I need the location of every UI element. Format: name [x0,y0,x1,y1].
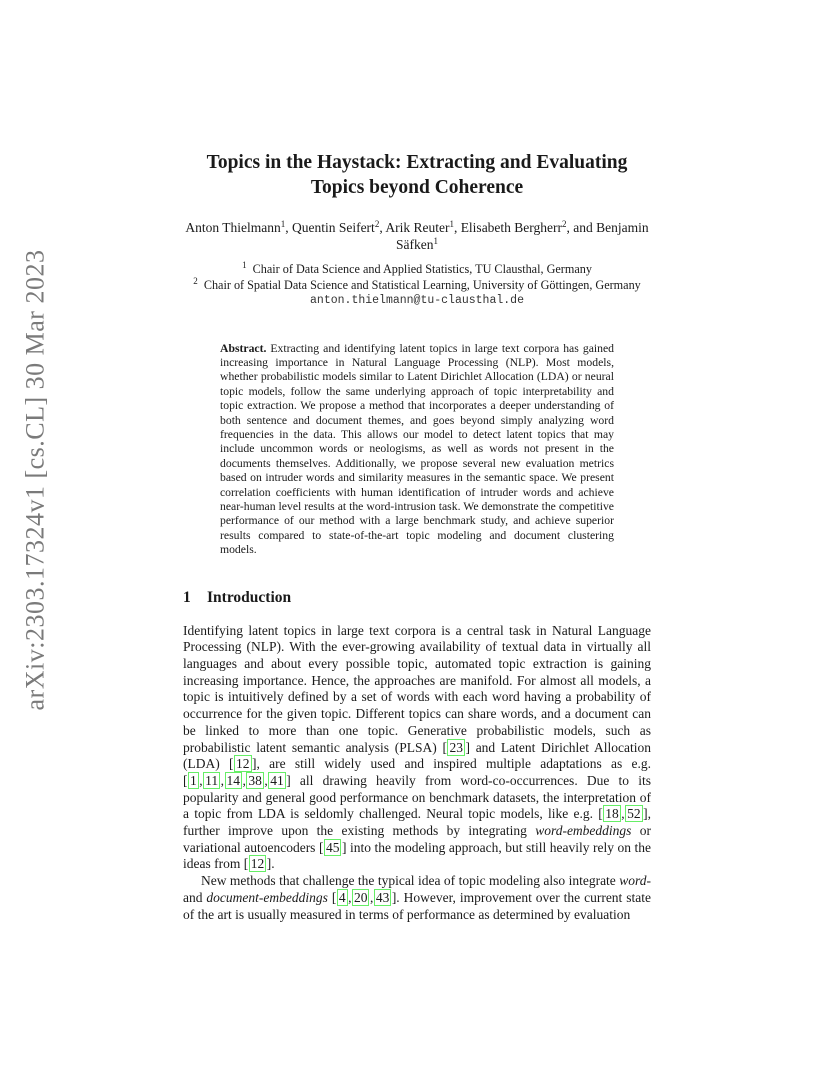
author-affiliation-mark: 1 [449,219,454,229]
intro-body [183,623,651,924]
author-name: Quentin Seifert [291,220,375,235]
citation-group: 1 , 11 , 14 , 38 , 41 [190,772,284,788]
arxiv-sidebar [14,249,56,711]
affiliation-1: $^1$ Chair of Data Science and Applied Statistics, TU Clausthal, Germany [242,260,592,276]
author-name: Arik Reuter [385,220,450,235]
author-name: Anton Thielmann [185,220,281,235]
citation-link[interactable]: 38 [248,772,262,788]
author-affiliation-mark: 2 [562,219,567,229]
author-affiliation-mark: 1 [280,219,286,229]
paper-title [183,150,651,200]
author-email[interactable]: anton.thielmann@tu-clausthal.de [310,294,524,307]
abstract [220,342,614,558]
citation-link[interactable]: 52 [627,806,641,822]
emphasis-term: document-embeddings [206,889,328,905]
arxiv-identifier: arXiv:2303.17324v1 [cs.CL] 30 Mar 2023 [20,249,49,711]
author-name: Elisabeth Bergherr [460,220,563,235]
author-name: Benjamin Säfken [396,220,649,252]
citation-link[interactable]: 14 [226,772,240,788]
citation-link[interactable]: 45 [325,839,340,855]
author-list: Anton Thielmann$^1$, Quentin Seifert$^2$, Arik Reuter$^1$, Elisabeth Bergherr$^2$, and Benjamin Säfken$^1$ [185,219,649,252]
abstract-label: Abstract. [220,341,267,355]
affiliations [183,262,651,309]
section-heading [183,588,651,608]
citation-link[interactable]: 11 [205,772,219,788]
author-affiliation-mark: 2 [374,219,380,229]
title-line-2: Topics beyond Coherence [310,177,524,198]
citation-link[interactable]: 43 [375,889,390,905]
section-number: 1 [183,588,191,606]
section-title: Introduction [207,588,292,606]
citation-link[interactable]: 4 [338,889,346,905]
citation-link[interactable]: 18 [605,806,619,822]
citation-link[interactable]: 1 [190,772,197,788]
citation-link[interactable]: 41 [270,772,284,788]
paragraph-2: New methods that challenge the typical idea of topic modeling also integrate word- and document-embeddings [ 4 , 20 , 43 ]. However, improvement over the current state of the art is usually measured in terms of performance as determined by evaluation [183,873,651,922]
paper-page [183,150,651,923]
citation-link[interactable]: 23 [449,739,463,755]
paragraph-1: Identifying latent topics in large text corpora is a central task in Natural Language Processing (NLP). With the ever-growing availability of textual data in virtually all languages and about every possible topic, automated topic extraction is gaining increasing importance. Hence, the approaches are manifold. For almost all models, a topic is intuitively defined by a set of words with each word having a probability of occurrence for the given topic. Different topics can share words, and a document can be linked to more than one topic. Generative probabilistic models, such as probabilistic latent semantic analysis (PLSA) [ 23 ] and Latent Dirichlet Allocation (LDA) [ 12 ], are still widely used and inspired multiple adaptations as e.g. [ 1 , 11 , 14 , 38 , 41 ] all drawing heavily from word-co-occurrences. Due to its popularity and general good performance on benchmark datasets, the interpretation of a topic from LDA is seldomly challenged. Neural topic models, like e.g. [ 18 , 52 ], further improve upon the existing methods by integrating word-embeddings or variational autoencoders [ 45 ] into the modeling approach, but still heavily rely on the ideas from [ 12 ]. [183,622,652,872]
abstract-text: Extracting and identifying latent topics in large text corpora has gained increasing importance in Natural Language Processing (NLP). Most models, whether probabilistic models similar to Latent Dirichlet Allocation (LDA) or neural topic models, follow the same underlying approach of topic interpretability and topic extraction. We propose a method that incorporates a deeper understanding of both sentence and document themes, and goes beyond simply analyzing word frequencies in the data. This allows our model to detect latent topics that may include uncommon words or neologisms, as well as words not present in the documents themselves. Additionally, we propose several new evaluation metrics based on intruder words and similarity measures in the semantic space. We present correlation coefficients with human identification of intruder words and achieve near-human level results at the word-intrusion task. We demonstrate the competitive performance of our method with a large benchmark study, and achieve superior results compared to state-of-the-art topic modeling and document clustering models. [220,341,614,557]
affiliation-2: $^2$ Chair of Spatial Data Science and Statistical Learning, University of Göttingen, Germany [193,275,641,292]
citation-group: 4 , 20 , 43 [338,889,390,905]
citation-group: 18 , 52 [605,806,641,822]
emphasis-term: word-embeddings [535,823,632,839]
title-line-1: Topics in the Haystack: Extracting and Evaluating [206,152,628,173]
citation-link[interactable]: 12 [250,856,265,872]
citation-link[interactable]: 20 [353,889,368,905]
emphasis-term: word- [619,873,651,889]
citation-link[interactable]: 12 [236,756,250,772]
author-affiliation-mark: 1 [433,236,438,246]
